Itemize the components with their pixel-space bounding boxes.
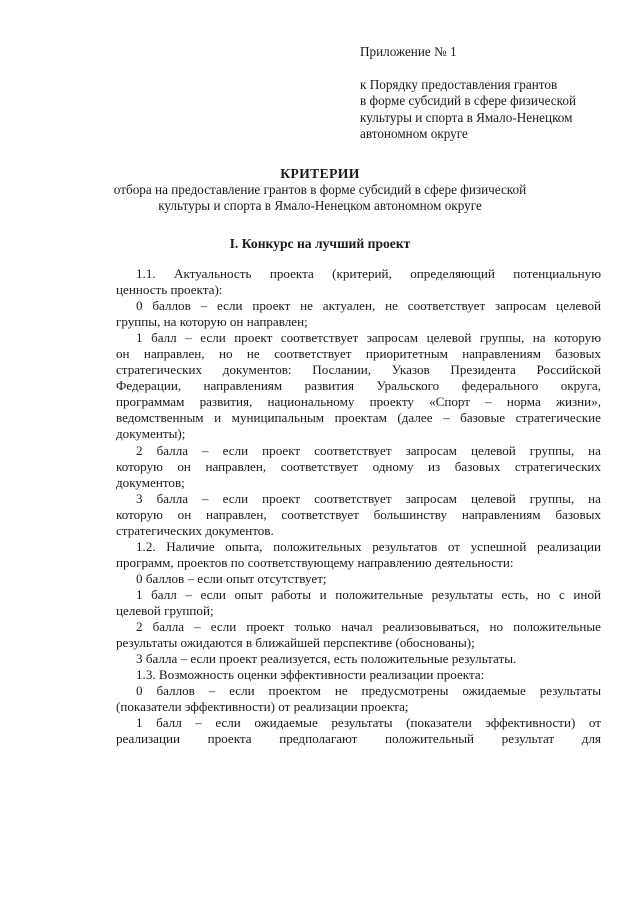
body-line: результаты ожидаются в ближайшей перспективе (обоснованы); — [116, 635, 475, 651]
body-line: которую он направлен, соответствует одному из базовых стратегических — [116, 458, 601, 474]
body-line: 1 балл – если проект соответствует запросам целевой группы, на которую — [136, 330, 601, 346]
body-line: ведомственным и муниципальным проектам (далее – базовые стратегические — [116, 410, 601, 426]
body-line: ценность проекта): — [116, 282, 223, 298]
body-line: 2 балла – если проект только начал реализовываться, но положительные — [136, 619, 601, 635]
body-line: программам развития, национальному проекту «Спорт – норма жизни», — [116, 394, 601, 410]
body-line: 0 баллов – если проектом не предусмотрены ожидаемые результаты — [136, 683, 601, 699]
appendix-block — [360, 44, 610, 143]
body-line: Федерации, направлениям развития Уральского федерального округа, — [116, 378, 601, 394]
subtitle-line: отбора на предоставление грантов в форме субсидий в сфере физической — [113, 182, 527, 197]
subtitle-line: культуры и спорта в Ямало-Ненецком автономном округе — [158, 198, 482, 213]
body-line: 1.2. Наличие опыта, положительных результатов от успешной реализации — [136, 538, 601, 554]
body-line: 1 балл – если опыт работы и положительные результаты есть, но с иной — [136, 586, 601, 602]
body-line: целевой группой; — [116, 602, 214, 618]
section-heading: I. Конкурс на лучший проект — [229, 236, 411, 251]
appendix-line: в форме субсидий в сфере физической — [360, 93, 576, 108]
body-line: документов; — [116, 474, 185, 490]
body-line: стратегических документов: Послании, Указов Президента Российской — [116, 362, 601, 378]
body-line: которую он направлен, соответствует большинству направлениям базовых — [116, 506, 601, 522]
body-text — [116, 266, 601, 747]
body-line: 0 баллов – если опыт отсутствует; — [136, 570, 327, 586]
body-line: (показатели эффективности) от реализации проекта; — [116, 699, 409, 715]
appendix-line: культуры и спорта в Ямало-Ненецком — [360, 109, 573, 125]
body-line: реализации проекта предполагают положительный результат для — [116, 731, 601, 747]
body-line: 1.3. Возможность оценки эффективности реализации проекта: — [136, 667, 485, 683]
body-line: 1.1. Актуальность проекта (критерий, определяющий потенциальную — [136, 266, 601, 281]
body-line: документы); — [116, 426, 186, 442]
body-line: программ, проектов по соответствующему направлению деятельности: — [116, 554, 514, 570]
body-line: 0 баллов – если проект не актуален, не соответствует запросам целевой — [136, 298, 601, 314]
body-line: 2 балла – если проект соответствует запросам целевой группы, на — [136, 442, 601, 458]
document-title: КРИТЕРИИ — [280, 166, 360, 181]
appendix-number: Приложение № 1 — [360, 44, 457, 59]
document-subtitle — [90, 182, 550, 214]
body-line: группы, на которую он направлен; — [116, 314, 308, 330]
body-line: он направлен, но не соответствует приоритетным направлениям базовых — [116, 346, 601, 362]
appendix-line: к Порядку предоставления грантов — [360, 76, 558, 92]
body-line: 1 балл – если ожидаемые результаты (показатели эффективности) от — [136, 715, 601, 731]
body-line: стратегических документов. — [116, 522, 274, 538]
appendix-line: автономном округе — [360, 126, 468, 141]
body-line: 3 балла – если проект реализуется, есть положительные результаты. — [136, 651, 517, 667]
body-line: 3 балла – если проект соответствует запросам целевой группы, на — [136, 490, 601, 506]
